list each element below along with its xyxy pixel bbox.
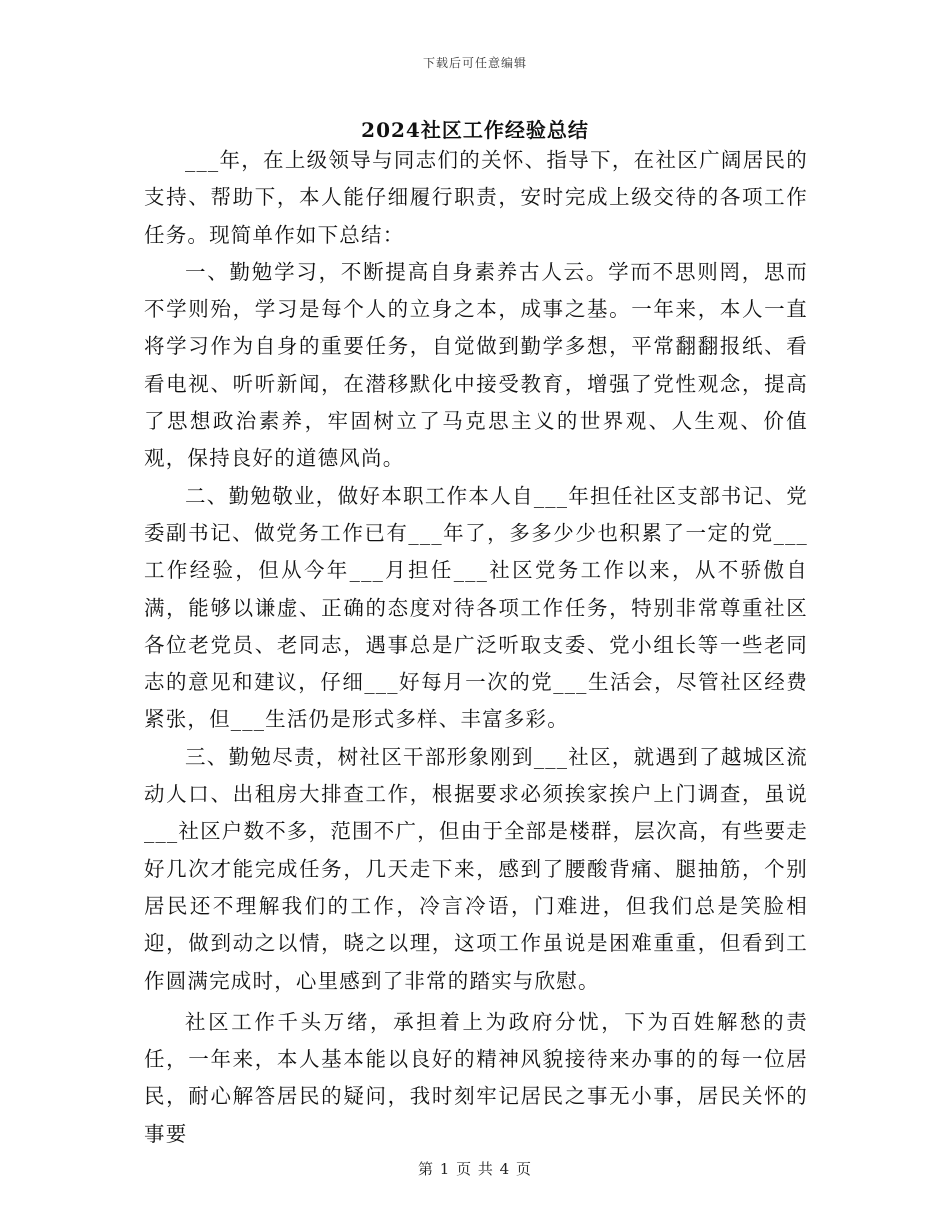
- document-title: 2024社区工作经验总结: [361, 118, 589, 142]
- page-number: 第 1 页 共 4 页: [418, 1160, 532, 1178]
- paragraph: 三、勤勉尽责，树社区干部形象刚到___社区，就遇到了越城区流动人口、出租房大排查工作，根据要求必须挨家挨户上门调查，虽说___社区户数不多，范围不广，但由于全部是楼群，层次高，有些要走好几次才能完成任务，几天走下来，感到了腰酸背痛、腿抽筋，个别居民还不理解我们的工作，冷言冷语，门难进，但我们总是笑脸相迎，做到动之以情，晓之以理，这项工作虽说是困难重重，但看到工作圆满完成时，心里感到了非常的踏实与欣慰。: [144, 744, 808, 993]
- document-body: [144, 142, 808, 1153]
- header-note: 下载后可任意编辑: [422, 56, 527, 70]
- paragraph: 二、勤勉敬业，做好本职工作本人自___年担任社区支部书记、党委副书记、做党务工作已有___年了，多多少少也积累了一定的党___工作经验，但从今年___月担任___社区党务工作以来，从不骄傲自满，能够以谦虚、正确的态度对待各项工作任务，特别非常尊重社区各位老党员、老同志，遇事总是广泛听取支委、党小组长等一些老同志的意见和建议，仔细___好每月一次的党___生活会，尽管社区经费紧张，但___生活仍是形式多样、丰富多彩。: [144, 483, 808, 732]
- paragraph: 社区工作千头万绪，承担着上为政府分忧，下为百姓解愁的责任，一年来，本人基本能以良好的精神风貌接待来办事的的每一位居民，耐心解答居民的疑问，我时刻牢记居民之事无小事，居民关怀的事要: [144, 1009, 808, 1146]
- paragraph: 一、勤勉学习，不断提高自身素养古人云。学而不思则罔，思而不学则殆，学习是每个人的立身之本，成事之基。一年来，本人一直将学习作为自身的重要任务，自觉做到勤学多想，平常翻翻报纸、看看电视、听听新闻，在潜移默化中接受教育，增强了党性观念，提高了思想政治素养，牢固树立了马克思主义的世界观、人生观、价值观，保持良好的道德风尚。: [144, 259, 808, 471]
- paragraph: ___年，在上级领导与同志们的关怀、指导下，在社区广阔居民的支持、帮助下，本人能仔细履行职责，安时完成上级交待的各项工作任务。现简单作如下总结：: [144, 148, 808, 247]
